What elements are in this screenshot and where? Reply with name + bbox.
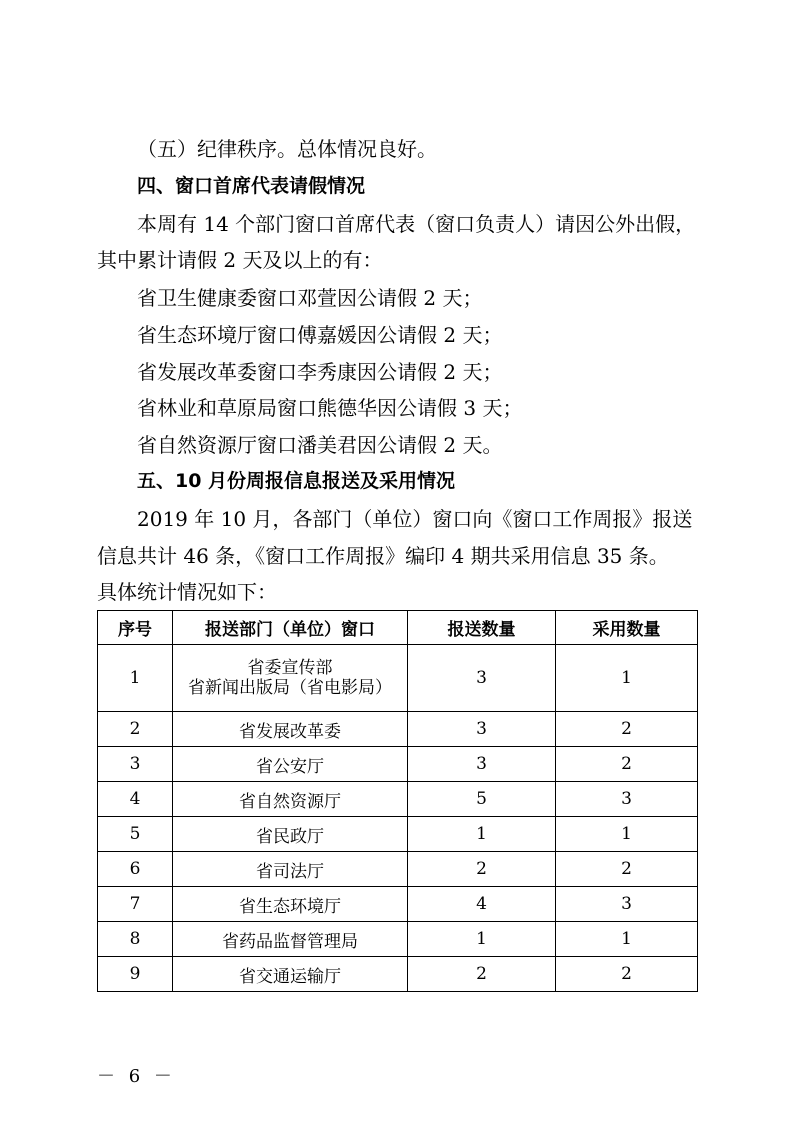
discipline-paragraph: （五）纪律秩序。总体情况良好。: [137, 137, 437, 161]
cell-serial: 6: [98, 852, 173, 887]
cell-department: 省交通运输厅: [173, 957, 408, 992]
cell-sent: 5: [408, 782, 556, 817]
cell-serial: 1: [98, 645, 173, 712]
cell-used: 3: [556, 887, 698, 922]
leave-item: 省生态环境厅窗口傅嘉媛因公请假 2 天；: [137, 323, 503, 347]
table-row: [98, 887, 698, 922]
cell-serial: 3: [98, 747, 173, 782]
page-number: － 6 －: [97, 1066, 176, 1087]
table-row: [98, 817, 698, 852]
cell-used: 2: [556, 957, 698, 992]
cell-serial: 2: [98, 712, 173, 747]
leave-item: 省发展改革委窗口李秀康因公请假 2 天；: [137, 360, 503, 384]
table-row: [98, 712, 698, 747]
cell-department: 省民政厅: [173, 817, 408, 852]
cell-sent: 4: [408, 887, 556, 922]
section-5-heading: 五、10 月份周报信息报送及采用情况: [137, 470, 456, 492]
table-row: [98, 747, 698, 782]
table-row: [98, 645, 698, 712]
cell-department: 省自然资源厅: [173, 782, 408, 817]
leave-item: 省自然资源厅窗口潘美君因公请假 2 天。: [137, 433, 503, 457]
cell-department-line-2: 省新闻出版局（省电影局）: [188, 678, 392, 698]
report-line-2: 信息共计 46 条，《窗口工作周报》编印 4 期共采用信息 35 条。: [97, 544, 669, 568]
cell-used: 1: [556, 922, 698, 957]
header-serial: 序号: [98, 611, 173, 645]
cell-serial: 9: [98, 957, 173, 992]
cell-department: [173, 645, 408, 712]
cell-department: 省司法厅: [173, 852, 408, 887]
header-used-count: 采用数量: [556, 611, 698, 645]
header-department: 报送部门（单位）窗口: [173, 611, 408, 645]
cell-serial: 7: [98, 887, 173, 922]
cell-used: 2: [556, 712, 698, 747]
cell-sent: 1: [408, 817, 556, 852]
cell-sent: 2: [408, 852, 556, 887]
cell-used: 1: [556, 817, 698, 852]
table-row: [98, 852, 698, 887]
cell-department: 省公安厅: [173, 747, 408, 782]
cell-serial: 5: [98, 817, 173, 852]
leave-intro-line-2: 其中累计请假 2 天及以上的有：: [97, 248, 383, 272]
cell-department: 省生态环境厅: [173, 887, 408, 922]
table-header-row: [98, 611, 698, 645]
report-stats-table: [97, 610, 698, 992]
cell-department: 省药品监督管理局: [173, 922, 408, 957]
cell-sent: 3: [408, 747, 556, 782]
cell-sent: 1: [408, 922, 556, 957]
leave-item: 省林业和草原局窗口熊德华因公请假 3 天；: [137, 396, 523, 420]
leave-item: 省卫生健康委窗口邓萱因公请假 2 天；: [137, 286, 483, 310]
leave-intro-line-1: 本周有 14 个部门窗口首席代表（窗口负责人）请因公外出假，: [137, 212, 696, 236]
cell-used: 2: [556, 852, 698, 887]
cell-sent: 3: [408, 645, 556, 712]
report-line-3: 具体统计情况如下：: [97, 580, 277, 604]
header-sent-count: 报送数量: [408, 611, 556, 645]
cell-used: 1: [556, 645, 698, 712]
cell-used: 2: [556, 747, 698, 782]
cell-department: 省发展改革委: [173, 712, 408, 747]
report-line-1: 2019 年 10 月，各部门（单位）窗口向《窗口工作周报》报送: [137, 507, 693, 531]
table-row: [98, 957, 698, 992]
cell-used: 3: [556, 782, 698, 817]
cell-sent: 2: [408, 957, 556, 992]
section-4-heading: 四、窗口首席代表请假情况: [137, 175, 366, 197]
cell-department-line-1: 省委宣传部: [247, 658, 333, 678]
cell-sent: 3: [408, 712, 556, 747]
table-row: [98, 922, 698, 957]
cell-serial: 4: [98, 782, 173, 817]
table-row: [98, 782, 698, 817]
cell-serial: 8: [98, 922, 173, 957]
